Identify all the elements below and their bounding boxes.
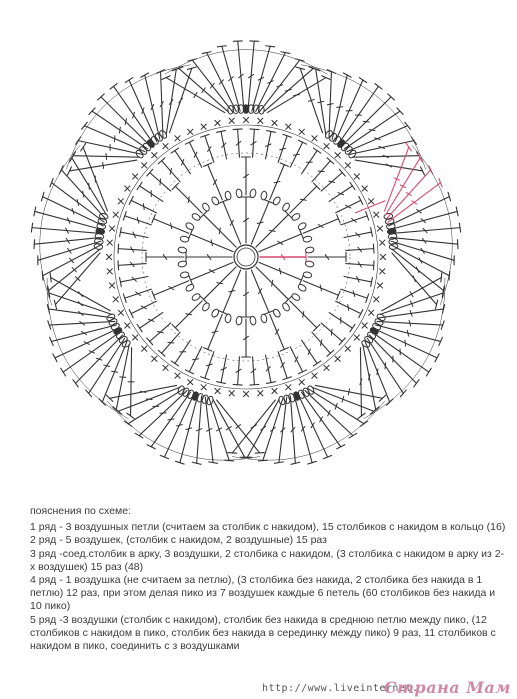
row-5-note: 5 ряд -3 воздушки (столбик с накидом), столбик без накида в среднюю петлю между пико, (12 столбиков с накидом в пико, столбик без накида в серединку между пико) 9 раз, 11 столбиков с накидом в пико, соединить с з воздушками [30,613,496,653]
petal [384,143,461,308]
petal [358,273,445,419]
petal [296,65,426,175]
petal [66,65,196,175]
petal [31,143,108,308]
row-3-note: 3 ряд -соед.столбик в арку, 3 воздушки, 2 столбика с накидом, (3 столбика с накидом в арку из 2-х воздушек) 15 раз (48) [30,547,505,573]
watermark-logo: Страна Мам [383,678,511,697]
source-url: http://www.liveinternet. [262,683,419,694]
footer [262,678,517,699]
petal [106,385,264,464]
scheme-notes [30,505,508,653]
center-ring [234,245,258,269]
row-2-note: 2 ряд - 5 воздушек, (столбик с накидом, 2 воздушные) 15 раз [30,534,327,547]
petal [47,273,134,419]
row-2-chains [146,157,346,357]
petal [228,385,386,464]
petal [162,41,330,114]
notes-heading: пояснения по схеме: [30,505,132,517]
row-4-note: 4 ряд - 1 воздушка (не считаем за петлю), (3 столбика без накида, 2 столбика без накида в 1 петлю) 12 раз, при этом делая пико из 7 воздушек каждые 6 петель (60 столбиков без накида и 10 пико) [30,574,496,613]
row-1-note: 1 ряд - 3 воздушных петли (считаем за столбик с накидом), 15 столбиков с накидом в кольцо (16) [30,521,506,534]
